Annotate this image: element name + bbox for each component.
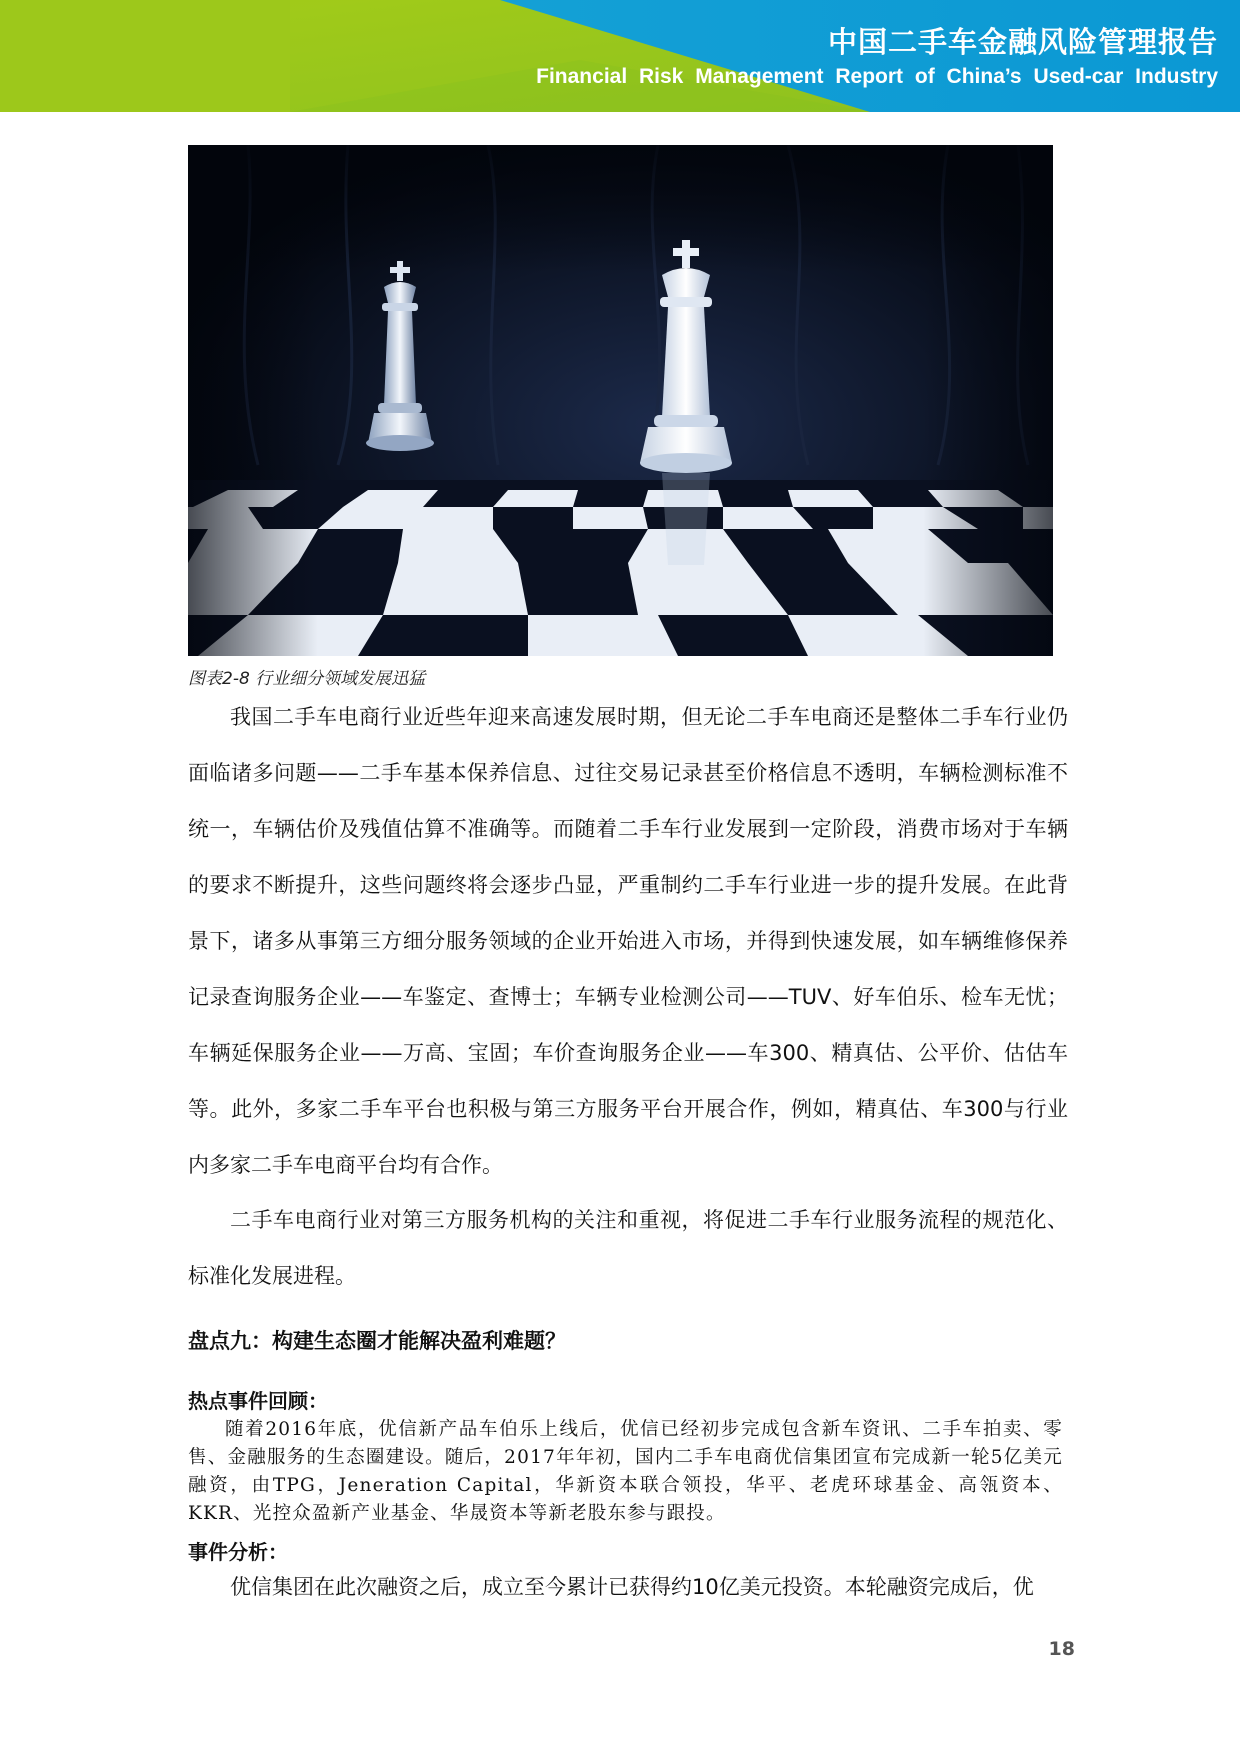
event-review-heading: 热点事件回顾： (188, 1389, 328, 1413)
body-paragraph-1: 我国二手车电商行业近些年迎来高速发展时期，但无论二手车电商还是整体二手车行业仍面临诸多问题——二手车基本保养信息、过往交易记录甚至价格信息不透明，车辆检测标准不统一，车辆估价及残值估算不准确等。而随着二手车行业发展到一定阶段，消费市场对于车辆的要求不断提升，这些问题终将会逐步凸显，严重制约二手车行业进一步的提升发展。在此背景下，诸多从事第三方细分服务领域的企业开始进入市场，并得到快速发展，如车辆维修保养记录查询服务企业——车鉴定、查博士；车辆专业检测公司——TUV、好车伯乐、检车无忧；车辆延保服务企业——万高、宝固；车价查询服务企业——车300、精真估、公平价、估估车等。此外，多家二手车平台也积极与第三方服务平台开展合作，例如，精真估、车300与行业内多家二手车电商平台均有合作。 (188, 705, 1068, 1177)
checkerboard (188, 145, 1053, 656)
event-review-text: 随着2016年底，优信新产品车伯乐上线后，优信已经初步完成包含新车资讯、二手车拍卖、零售、金融服务的生态圈建设。随后，2017年年初，国内二手车电商优信集团宣布完成新一轮5亿美元融资，由TPG，Jeneration Capital，华新资本联合领投，华平、老虎环球基金、高瓴资本、KKR、光控众盈新产业基金、华晟资本等新老股东参与跟投。 (188, 1419, 1063, 1524)
report-subtitle: Financial Risk Management Report of China’s Used-car Industry (536, 65, 1218, 88)
body-paragraph-2: 二手车电商行业对第三方服务机构的关注和重视，将促进二手车行业服务流程的规范化、标准化发展进程。 (188, 1208, 1068, 1288)
figure-caption: 图表2-8 行业细分领域发展迅猛 (188, 669, 426, 689)
section-heading: 盘点九：构建生态圈才能解决盈利难题？ (188, 1329, 566, 1353)
report-title: 中国二手车金融风险管理报告 (827, 25, 1218, 59)
chess-board-photo (188, 145, 1053, 656)
header-banner (0, 0, 1240, 112)
event-analysis-heading: 事件分析： (188, 1540, 288, 1564)
event-analysis-text: 优信集团在此次融资之后，成立至今累计已获得约10亿美元投资。本轮融资完成后，优 (230, 1575, 1034, 1599)
page-number: 18 (1048, 1638, 1075, 1660)
